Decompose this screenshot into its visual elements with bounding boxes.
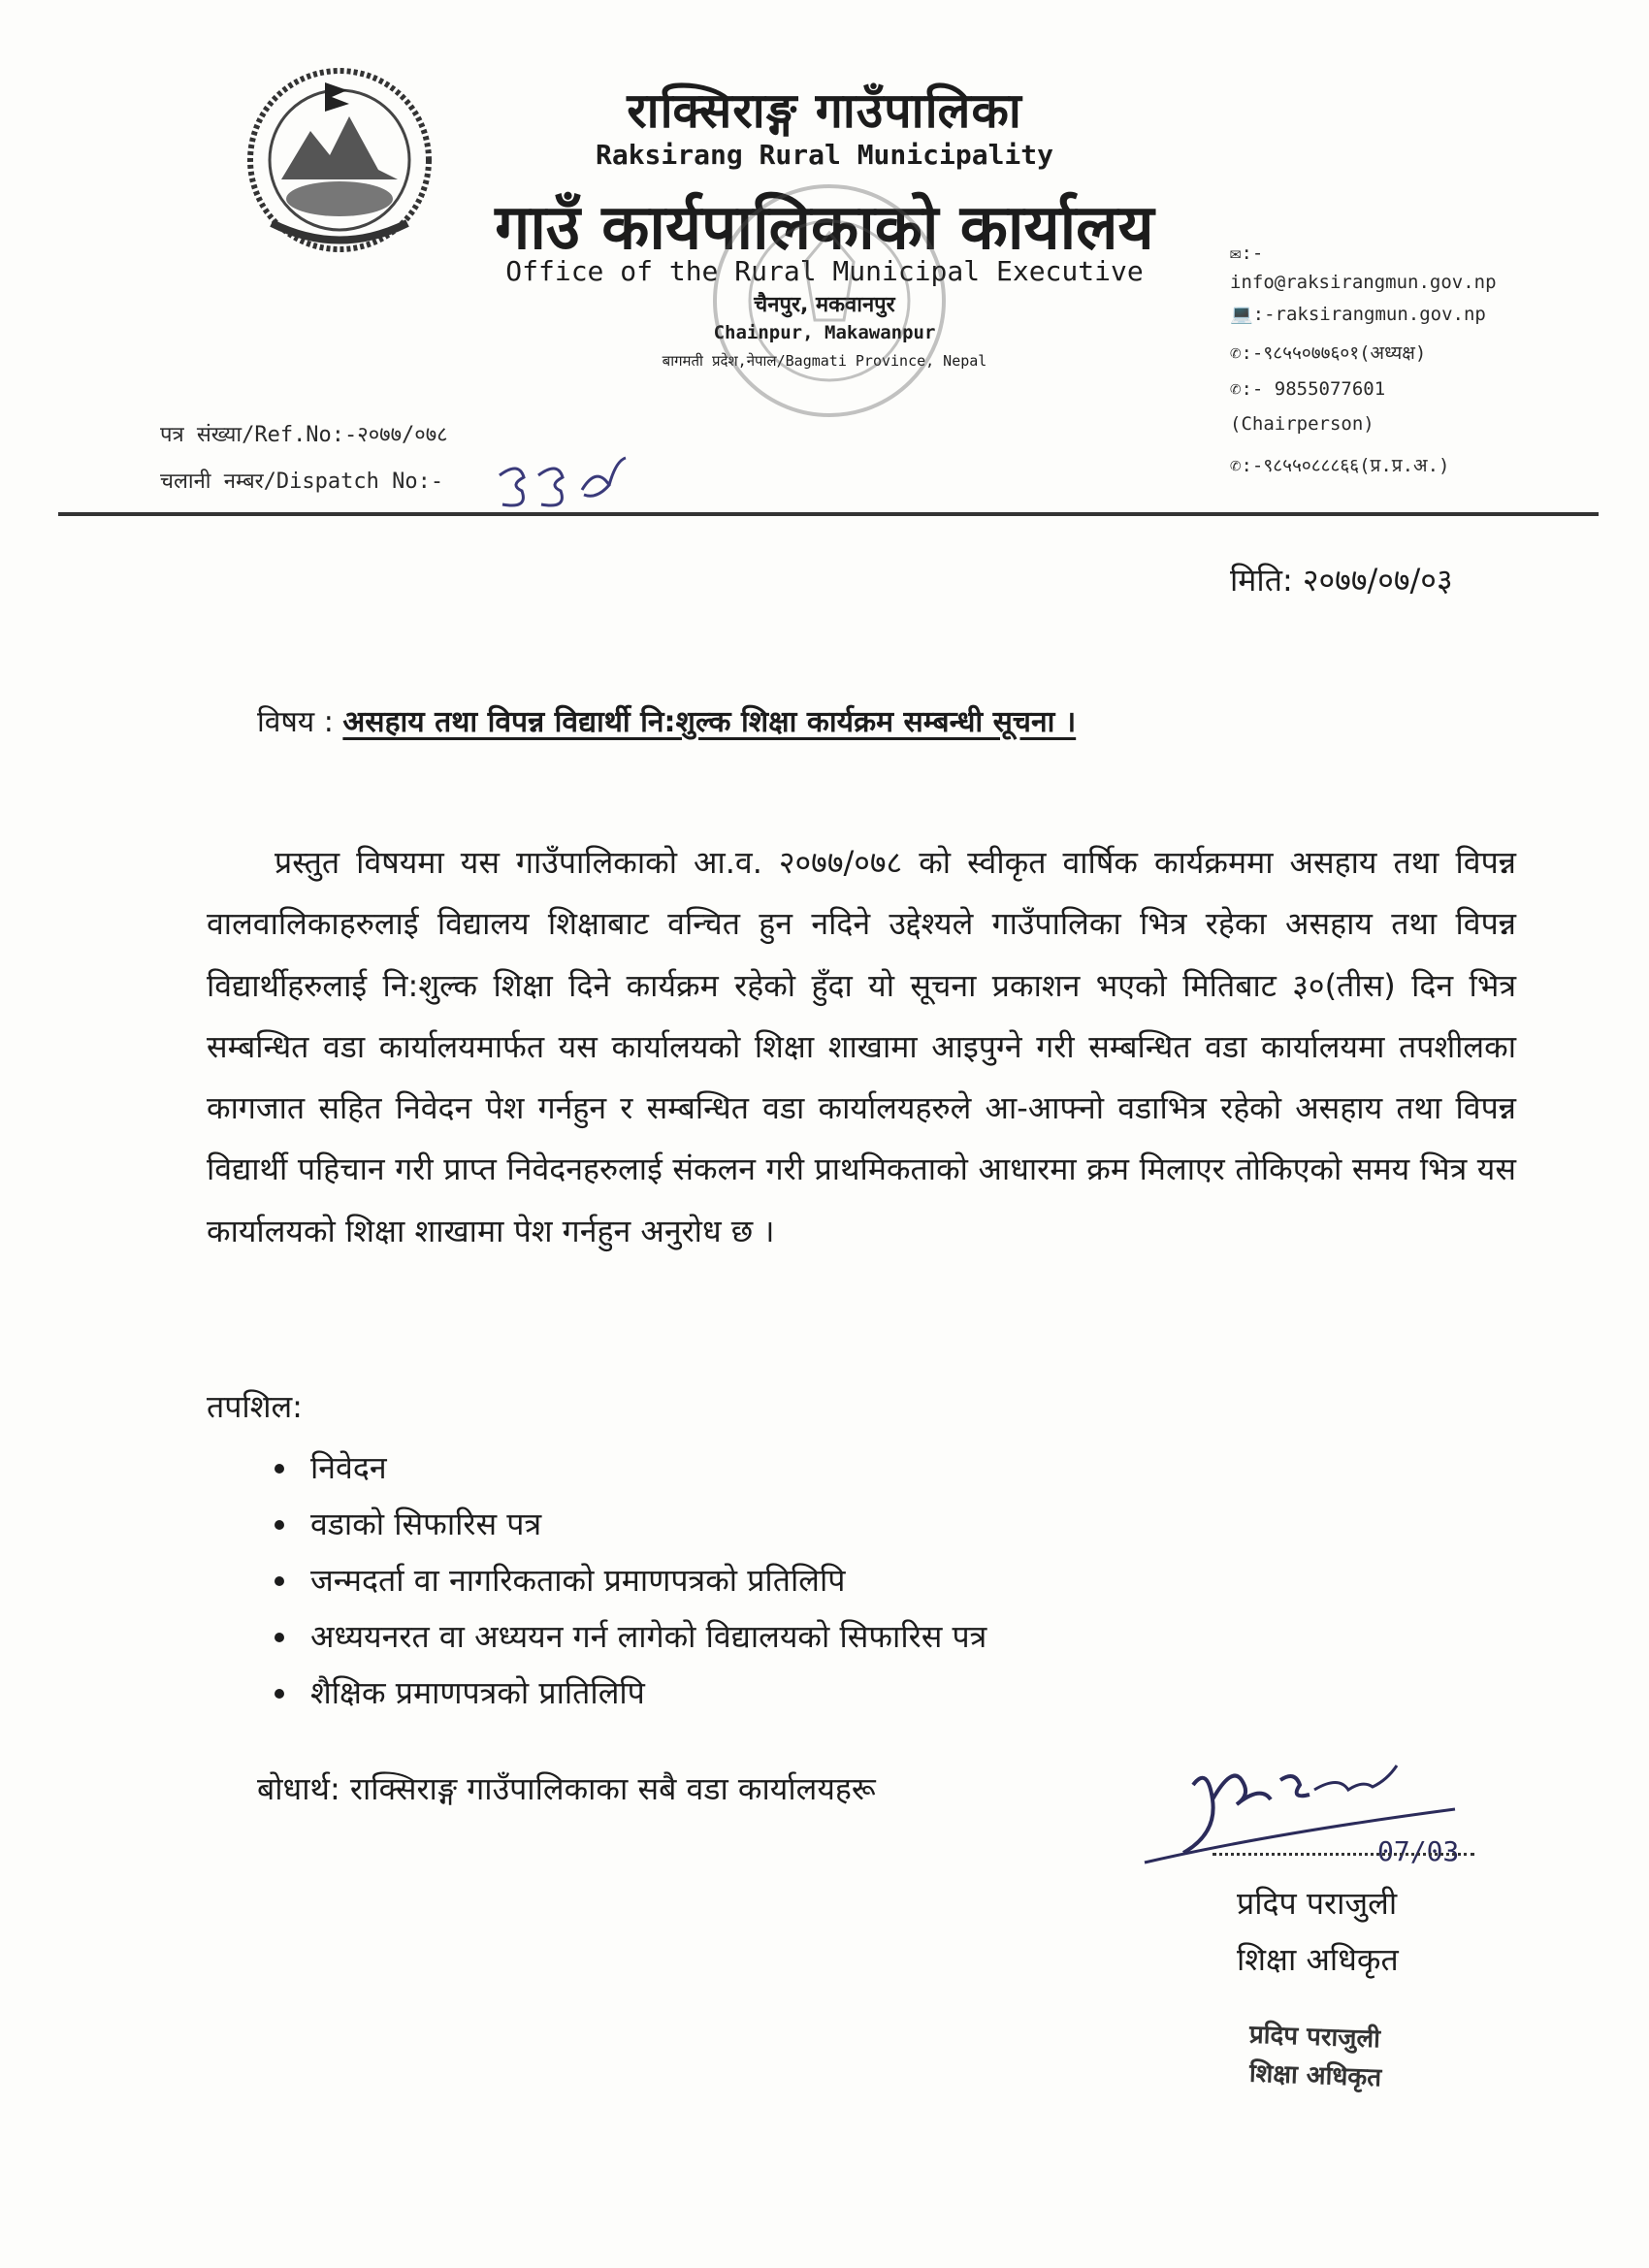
ref-number: पत्र संख्या/Ref.No:-२०७७/०७८ <box>160 423 448 447</box>
list-item: • निवेदन <box>301 1440 986 1496</box>
list-item: • अध्ययनरत वा अध्ययन गर्न लागेको विद्यालयको सिफारिस पत्र <box>301 1608 986 1665</box>
dispatch-number: चलानी नम्बर/Dispatch No:- <box>160 470 444 494</box>
province: बागमती प्रदेश,नेपाल/Bagmati Province, Nepal <box>662 352 987 370</box>
phone-cao: ✆:-९८५५०८८८६६(प्र.प्र.अ.) <box>1230 455 1450 476</box>
phone-chair-en: ✆:- 9855077601 <box>1230 378 1386 400</box>
subject-line <box>257 700 1076 740</box>
list-item: • शैक्षिक प्रमाणपत्रको प्रातिलिपि <box>301 1665 986 1721</box>
nepal-emblem-icon <box>242 63 436 257</box>
list-item: • जन्मदर्ता वा नागरिकताको प्रमाणपत्रको प्रतिलिपि <box>301 1552 986 1608</box>
office-stamp-icon <box>698 175 960 427</box>
phone-chair-role: (Chairperson) <box>1230 413 1374 435</box>
municipality-name-np: राक्सिराङ्ग गाउँपालिका <box>627 82 1022 139</box>
office-name-en: Office of the Rural Municipal Executive <box>505 255 1144 287</box>
svg-text:07/03: 07/03 <box>1377 1835 1460 1867</box>
handwritten-dispatch-number <box>495 456 630 514</box>
email-link[interactable]: info@raksirangmun.gov.np <box>1230 272 1497 293</box>
address-np: चैनपुर, मकवानपुर <box>754 293 895 317</box>
phone-chair-np: ✆:-९८५५०७७६०१(अध्यक्ष) <box>1230 342 1427 364</box>
list-item: • वडाको सिफारिस पत्र <box>301 1496 986 1552</box>
cc-line: बोधार्थ: राक्सिराङ्ग गाउँपालिकाका सबै वडा कार्यालयहरू <box>257 1770 876 1807</box>
signature-line <box>1212 1853 1474 1856</box>
handwritten-signature <box>1125 1727 1494 1882</box>
municipality-name-en: Raksirang Rural Municipality <box>595 139 1053 171</box>
subject-label: विषय : <box>257 705 343 739</box>
letter-date: मिति: २०७७/०७/०३ <box>1230 562 1453 599</box>
address-en: Chainpur, Makawanpur <box>713 322 936 343</box>
documents-list <box>257 1440 986 1721</box>
signatory-name: प्रदिप पराजुली <box>1237 1885 1398 1922</box>
seal-name: प्रदिप पराजुली <box>1248 2020 1381 2055</box>
subject-text: असहाय तथा विपन्न विद्यार्थी नि:शुल्क शिक्षा कार्यक्रम सम्बन्धी सूचना । <box>342 705 1077 739</box>
body-paragraph: प्रस्तुत विषयमा यस गाउँपालिकाको आ.व. २०७७/०७८ को स्वीकृत वार्षिक कार्यक्रममा असहाय तथा विपन्न वालवालिकाहरुलाई विद्यालय शिक्षाबाट वन्चित हुन नदिने उद्देश्यले गाउँपालिका भित्र रहेका असहाय तथा विपन्न विद्यार्थीहरुलाई नि:शुल्क शिक्षा दिने कार्यक्रम रहेको हुँदा यो सूचना प्रकाशन भएको मितिबाट ३०(तीस) दिन भित्र सम्बन्धित वडा कार्यालयमार्फत यस कार्यालयको शिक्षा शाखामा आइपुग्ने गरी सम्बन्धित वडा कार्यालयमा तपशीलका कागजात सहित निवेदन पेश गर्नहुन र सम्बन्धित वडा कार्यालयहरुले आ-आफ्नो वडाभित्र रहेको असहाय तथा विपन्न विद्यार्थी पहिचान गरी प्राप्त निवेदनहरुलाई संकलन गरी प्राथमिकताको आधारमा क्रम मिलाएर तोकिएको समय भित्र यस कार्यालयको शिक्षा शाखामा पेश गर्नहुन अनुरोध छ । <box>207 844 1516 1249</box>
email-label: ✉:- <box>1230 243 1264 264</box>
office-name-np: गाउँ कार्यपालिकाको कार्यालय <box>495 192 1154 264</box>
header-divider <box>58 512 1599 516</box>
tapashil-label: तपशिल: <box>207 1388 303 1425</box>
seal-title: शिक्षा अधिकृत <box>1248 2058 1382 2093</box>
website-link[interactable]: 💻:-raksirangmun.gov.np <box>1230 304 1486 325</box>
signatory-title: शिक्षा अधिकृत <box>1237 1941 1399 1978</box>
